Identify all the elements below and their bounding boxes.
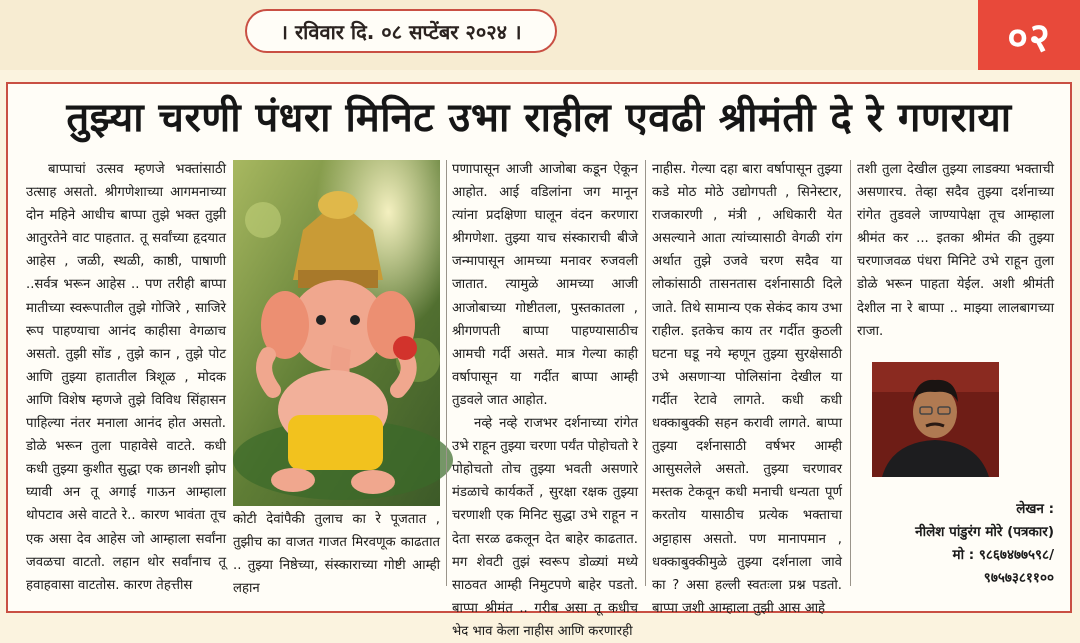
- article-column-3: [652, 158, 842, 616]
- column-2-paragraph-1: पणापासून आजी आजोबा कडून ऐकून आहोत. आई वडिलांना जग मानून त्यांना प्रदक्षिणा घालून वंदन करणारा श्रीगणेशा. तुझ्या याच संस्काराची बीजे जन्मापासून आमच्या मनावर रुजवली जातात. त्यामुळे आमच्या आजी आजोबाच्या गोष्टीतला, पुस्तकातला , श्रीगणपती बाप्पा पाहण्यासाठीच आमची गर्दी असते. मात्र गेल्या काही वर्षापासून या गर्दीत बाप्पा आम्ही तुडवले जात आहोत.: [452, 162, 638, 408]
- column-divider: [850, 160, 851, 586]
- column-2-paragraph-2: नव्हे नव्हे राजभर दर्शनाच्या रांगेत उभे राहून तुझ्या चरणा पर्यंत पोहोचतो रे पोहोचतो तोच तुझ्या भवती असणारे मंडळाचे कार्यकर्ते , सुरक्षा रक्षक तुझ्या चरणाशी एक मिनिट सुद्धा उभे राहून न देता सरळ ढकलून देत बाहेर काढतात. मग शेवटी तुझं स्वरूप डोळ्यां मध्ये साठवत आम्ही निमुटपणे बाहेर पडतो. बाप्पा श्रीमंत .. गरीब असा तू कधीच भेद भाव केला नाहीस आणि करणारही: [452, 416, 638, 639]
- photo-caption-text: कोटी देवांपैकी तुलाच का रे पूजतात , तुझीच का वाजत गाजत मिरवणूक काढतात .. तुझ्या निष्ठेच्या, संस्काराच्या गोष्टी आम्ही लहान: [233, 512, 440, 597]
- column-1-text: बाप्पाचां उत्सव म्हणजे भक्तांसाठी उत्साह असतो. श्रीगणेशाच्या आगमनाच्या दोन महिने आधीच बाप्पा तुझे भक्त तुझी आतुरतेने वाट पाहतात. तू सर्वांच्या हृदयात आहेस , जळी, स्थळी, काष्ठी, पाषाणी ..सर्वत्र भरून आहेस .. पण तरीही बाप्पा मातीच्या स्वरूपातील तुझे गोजिरे , साजिरे रूप पाहण्याचा आनंद काहीसा वेगळाच असतो. तुझी सोंड , तुझे कान , तुझे पोट आणि तुझ्या हातातील त्रिशूळ , मोदक आणि विशेष म्हणजे तुझे विविध सिंहासन पाहिल्या नंतर मनाला आनंद होत असतो. डोळे भरून तुला पाहावेसे वाटते. कधी कधी तुझ्या कुशीत सुद्धा एक छानशी झोप घ्यावी अन तू अगाई गाऊन आम्हाला थोपटाव असे वाटते रे.. कारण भावंता तूच एक असा देव आहेस जो आम्हाला सर्वांना जवळचा वाटतो. लहान थोर सर्वांनाच तू हवाहवासा वाटतोस. कारण तेहत्तीस: [26, 162, 226, 593]
- article-column-2: [452, 158, 638, 639]
- ganesha-idol-photo: [233, 160, 440, 506]
- column-3-text: नाहीस. गेल्या दहा बारा वर्षापासून तुझ्या कडे मोठ मोठे उद्योगपती , सिनेस्टार, राजकारणी , मंत्री , अधिकारी येत असल्याने आता त्यांच्यासाठी वेगळी रांग अर्थात तुझे उजवे चरण सदैव या लोकांसाठी तासनतास दर्शनासाठी दिले जाते. तिथे सामान्य एक सेकंद काय उभा राहील. इतकेच काय तर गर्दीत कुठली घटना घडू नये म्हणून तुझ्या सुरक्षेसाठी उभे असणाऱ्या पोलिसांना देखील या गर्दीत रेटावे लागते. कधी कधी धक्काबुक्की सहन करावी लागते. बाप्पा तुझ्या दर्शनासाठी वर्षभर आम्ही आसुसलेले असतो. तुझ्या चरणावर मस्तक टेकवून कधी मनाची धन्यता पूर्ण करतोय यासाठीच प्रत्येक भक्ताचा अट्टाहास असतो. पण मानापमान , धक्काबुक्कीमुळे तुझ्या दर्शनाला जावे का ? असा हल्ली स्वतःला प्रश्न पडतो. बाप्पा जशी आम्हाला तुझी आस आहे: [652, 162, 842, 616]
- author-byline: [857, 498, 1054, 590]
- author-phone-2: ९७५७३८११००: [983, 570, 1054, 586]
- byline-label: लेखन :: [1016, 501, 1054, 517]
- article-column-4: [857, 158, 1054, 339]
- column-divider: [645, 160, 646, 586]
- column-4-text: तशी तुला देखील तुझ्या लाडक्या भक्ताची असणारच. तेव्हा सदैव तुझ्या दर्शनाच्या रांगेत तुडवले जाण्यापेक्षा तूच आम्हाला श्रीमंत कर ... इतका श्रीमंत की तुझ्या चरणाजवळ पंधरा मिनिटे उभे राहून तुला डोळे भरून पाहता येईल. अशी श्रीमंती देशील ना रे बाप्पा .. माझ्या लालबागच्या राजा.: [857, 162, 1054, 339]
- article-column-1: [26, 158, 226, 593]
- article-headline: तुझ्या चरणी पंधरा मिनिट उभा राहील एवढी श्रीमंती दे रे गणराया: [66, 94, 1012, 141]
- page-number-badge: ०२: [978, 0, 1080, 70]
- author-name: नीलेश पांडुरंग मोरे (पत्रकार): [915, 524, 1054, 540]
- author-phone-1: मो : ९८६७४७७५९८/: [952, 547, 1054, 563]
- issue-date: । रविवार दि. ०८ सप्टेंबर २०२४ ।: [245, 9, 557, 53]
- author-photo: [872, 362, 999, 477]
- column-divider: [446, 160, 447, 586]
